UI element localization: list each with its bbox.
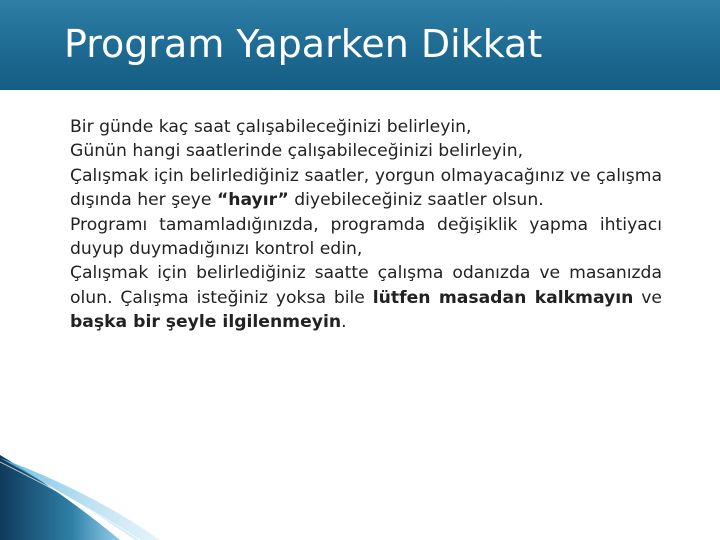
- paragraph-5-text-end: .: [341, 312, 347, 333]
- paragraph-3-bold-hayir: “hayır”: [216, 190, 289, 211]
- body-paragraph-4: Programı tamamladığınızda, programda değişiklik yapma ihtiyacı duyup duymadığınızı kontrol edin,: [70, 214, 662, 260]
- paragraph-5-bold-masadan: lütfen masadan kalkmayın: [372, 287, 634, 308]
- paragraph-3-text-end: diyebileceğiniz saatler olsun.: [288, 190, 544, 211]
- paragraph-3-text-start: Çalışmak için belirlediğiniz saatler, yorgun olmayacağınız ve çalışma dışında her şeye: [70, 165, 662, 211]
- body-paragraph-1: Bir günde kaç saat çalışabileceğinizi belirleyin,: [70, 117, 472, 137]
- paragraph-5-text-start: Çalışmak için belirlediğiniz saatte çalışma odanızda ve masanızda olun. Çalışma isteğiniz yoksa bile: [70, 263, 662, 308]
- paragraph-5-bold-ilgilenmeyin: başka bir şeyle ilgilenmeyin: [70, 312, 342, 333]
- slide-title: Program Yaparken Dikkat: [64, 22, 543, 66]
- paragraph-5-text-mid: ve: [633, 287, 662, 308]
- body-paragraph-2: Günün hangi saatlerinde çalışabileceğinizi belirleyin,: [70, 141, 524, 162]
